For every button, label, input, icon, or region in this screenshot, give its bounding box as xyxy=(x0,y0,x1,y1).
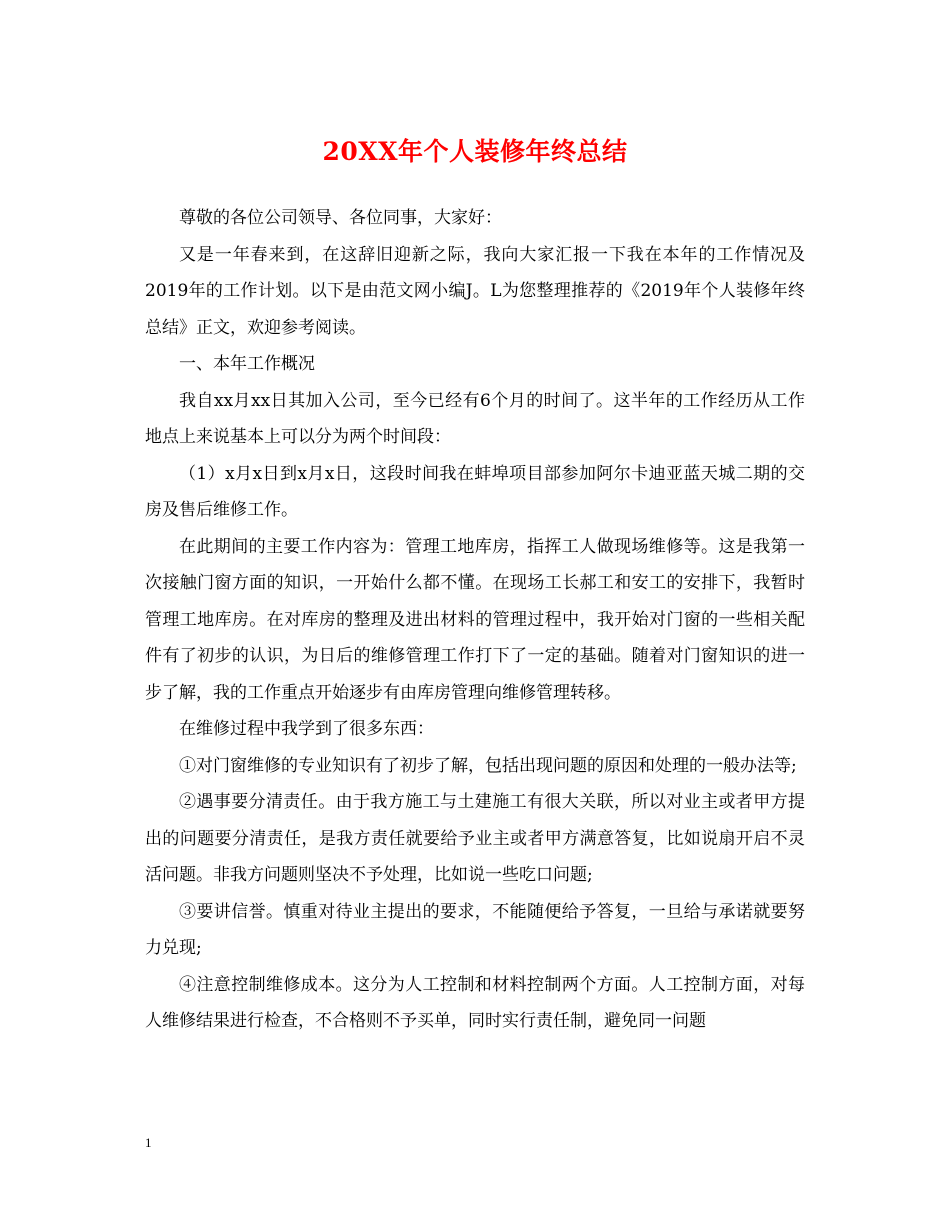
page-number: 1 xyxy=(145,1135,152,1150)
list-item: ②遇事要分清责任。由于我方施工与土建施工有很大关联，所以对业主或者甲方提出的问题要分清责任，是我方责任就要给予业主或者甲方满意答复，比如说扇开启不灵活问题。非我方问题则坚决不予处理，比如说一些吃口问题; xyxy=(145,792,805,885)
paragraph: 在此期间的主要工作内容为：管理工地库房，指挥工人做现场维修等。这是我第一次接触门窗方面的知识，一开始什么都不懂。在现场工长郝工和安工的安排下，我暂时管理工地库房。在对库房的整理及进出材料的管理过程中，我开始对门窗的一些相关配件有了初步的认识，为日后的维修管理工作打下了一定的基础。随着对门窗知识的进一步了解，我的工作重点开始逐步有由库房管理向维修管理转移。 xyxy=(145,536,805,703)
paragraph: 尊敬的各位公司领导、各位同事，大家好： xyxy=(179,208,502,228)
paragraph: 在维修过程中我学到了很多东西： xyxy=(179,719,434,739)
section-heading: 一、本年工作概况 xyxy=(179,354,315,374)
document-body xyxy=(145,200,805,1040)
list-item: ③要讲信誉。慎重对待业主提出的要求，不能随便给予答复，一旦给与承诺就要努力兑现; xyxy=(145,901,805,958)
paragraph: （1）x月x日到x月x日，这段时间我在蚌埠项目部参加阿尔卡迪亚蓝天城二期的交房及售后维修工作。 xyxy=(145,463,805,520)
list-item: ①对门窗维修的专业知识有了初步了解，包括出现问题的原因和处理的一般办法等; xyxy=(179,755,797,776)
paragraph: 我自xx月xx日其加入公司，至今已经有6个月的时间了。这半年的工作经历从工作地点上来说基本上可以分为两个时间段： xyxy=(145,390,805,447)
document-title: 20XX年个人装修年终总结 xyxy=(322,137,628,166)
paragraph: 又是一年春来到，在这辞旧迎新之际，我向大家汇报一下我在本年的工作情况及2019年的工作计划。以下是由范文网小编J。L为您整理推荐的《2019年个人装修年终总结》正文，欢迎参考阅读。 xyxy=(145,244,805,338)
list-item: ④注意控制维修成本。这分为人工控制和材料控制两个方面。人工控制方面，对每人维修结果进行检查，不合格则不予买单，同时实行责任制，避免同一问题 xyxy=(145,974,805,1031)
